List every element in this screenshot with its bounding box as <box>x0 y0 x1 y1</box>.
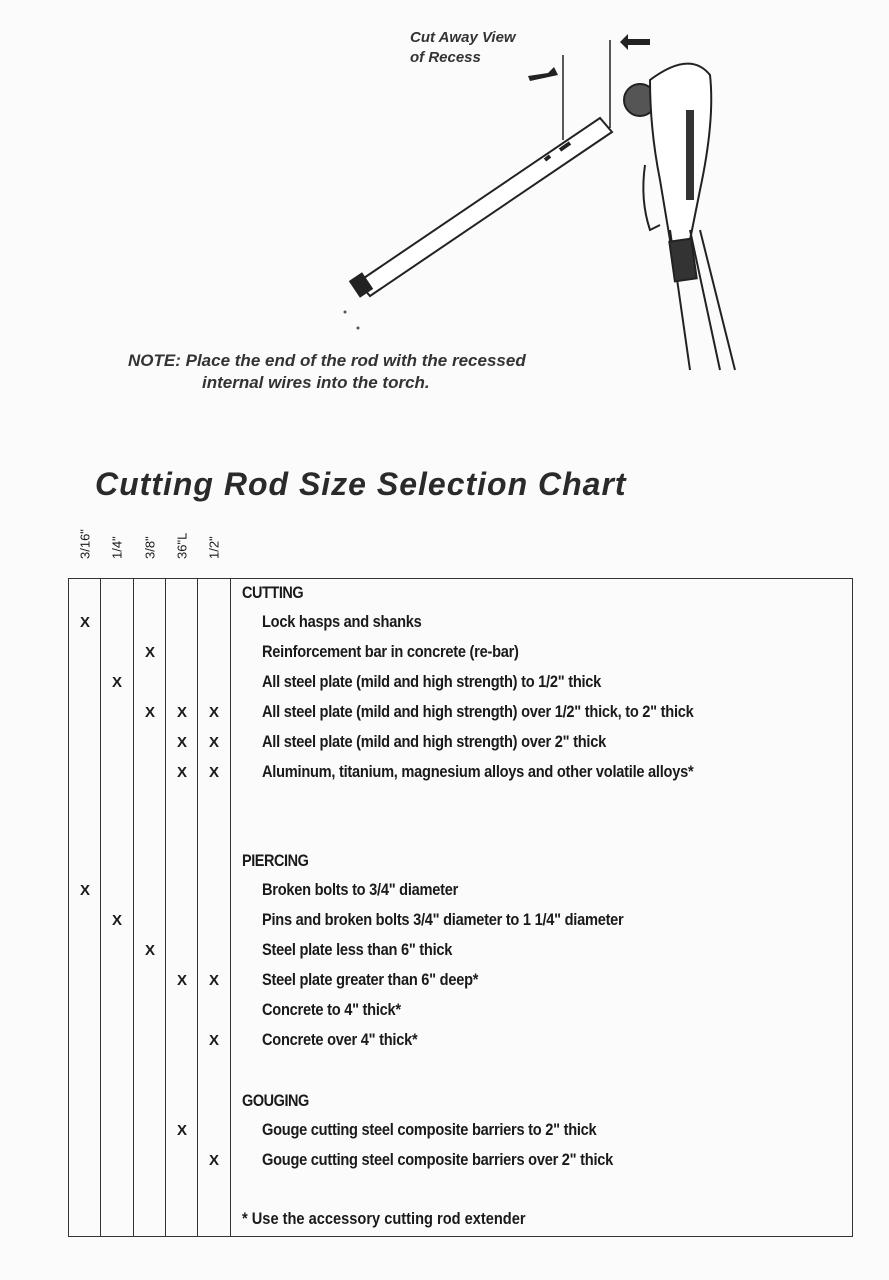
section-heading: CUTTING <box>242 583 304 602</box>
rod-size-mark: X <box>144 644 155 661</box>
note-text-2: internal wires into the torch. <box>202 373 430 392</box>
rod-size-mark: X <box>79 882 90 899</box>
rod-size-mark: X <box>176 1122 187 1139</box>
rod-size-mark: X <box>176 764 187 781</box>
column-header-label: 1/4" <box>109 536 125 559</box>
rod-size-mark: X <box>208 1032 219 1049</box>
table-row-description: Steel plate greater than 6" deep* <box>262 970 479 989</box>
footnote: * Use the accessory cutting rod extender <box>242 1209 526 1228</box>
table-row-description: All steel plate (mild and high strength) over 2" thick <box>262 732 606 751</box>
rod-size-mark: X <box>111 674 122 691</box>
table-row-description: Aluminum, titanium, magnesium alloys and other volatile alloys* <box>262 762 694 781</box>
table-row-description: Steel plate less than 6" thick <box>262 940 453 959</box>
rod-size-mark: X <box>79 614 90 631</box>
table-row-description: Pins and broken bolts 3/4" diameter to 1 1/4" diameter <box>262 910 624 929</box>
rod-size-mark: X <box>176 734 187 751</box>
column-header <box>135 530 165 574</box>
column-header <box>167 530 197 574</box>
note-text: Place the end of the rod with the recessed <box>185 351 526 370</box>
table-row-description: Reinforcement bar in concrete (re-bar) <box>262 642 519 661</box>
table-row-description: Concrete to 4" thick* <box>262 1000 401 1019</box>
rod-size-mark: X <box>144 942 155 959</box>
column-divider <box>230 578 231 1237</box>
rod-size-mark: X <box>176 704 187 721</box>
column-header <box>199 530 229 574</box>
column-header <box>102 530 132 574</box>
table-row-description: Broken bolts to 3/4" diameter <box>262 880 459 899</box>
column-divider <box>133 578 134 1237</box>
column-header-label: 1/2" <box>206 536 222 559</box>
column-header <box>70 530 100 574</box>
note-label: NOTE: <box>128 351 181 370</box>
column-header-label: 3/16" <box>77 529 93 559</box>
section-heading: PIERCING <box>242 851 309 870</box>
rod-size-mark: X <box>208 734 219 751</box>
rod-size-mark: X <box>208 1152 219 1169</box>
table-row-description: Gouge cutting steel composite barriers over 2" thick <box>262 1150 614 1169</box>
table-row-description: All steel plate (mild and high strength) to 1/2" thick <box>262 672 602 691</box>
table-row-description: All steel plate (mild and high strength) over 1/2" thick, to 2" thick <box>262 702 694 721</box>
column-header-label: 3/8" <box>142 536 158 559</box>
rod-size-mark: X <box>111 912 122 929</box>
cutaway-callout <box>410 28 516 68</box>
rod-size-mark: X <box>208 704 219 721</box>
table-row-description: Concrete over 4" thick* <box>262 1030 418 1049</box>
chart-title: Cutting Rod Size Selection Chart <box>95 466 627 502</box>
table-row-description: Gouge cutting steel composite barriers to 2" thick <box>262 1120 597 1139</box>
column-header-label: 36"L <box>174 532 190 559</box>
rod-size-mark: X <box>208 764 219 781</box>
rod-size-mark: X <box>208 972 219 989</box>
rod-size-mark: X <box>144 704 155 721</box>
callout-line: Cut Away View <box>410 29 516 46</box>
callout-line: of Recess <box>410 49 481 66</box>
note <box>128 350 526 394</box>
table-row-description: Lock hasps and shanks <box>262 612 422 631</box>
rod-size-mark: X <box>176 972 187 989</box>
section-heading: GOUGING <box>242 1091 309 1110</box>
